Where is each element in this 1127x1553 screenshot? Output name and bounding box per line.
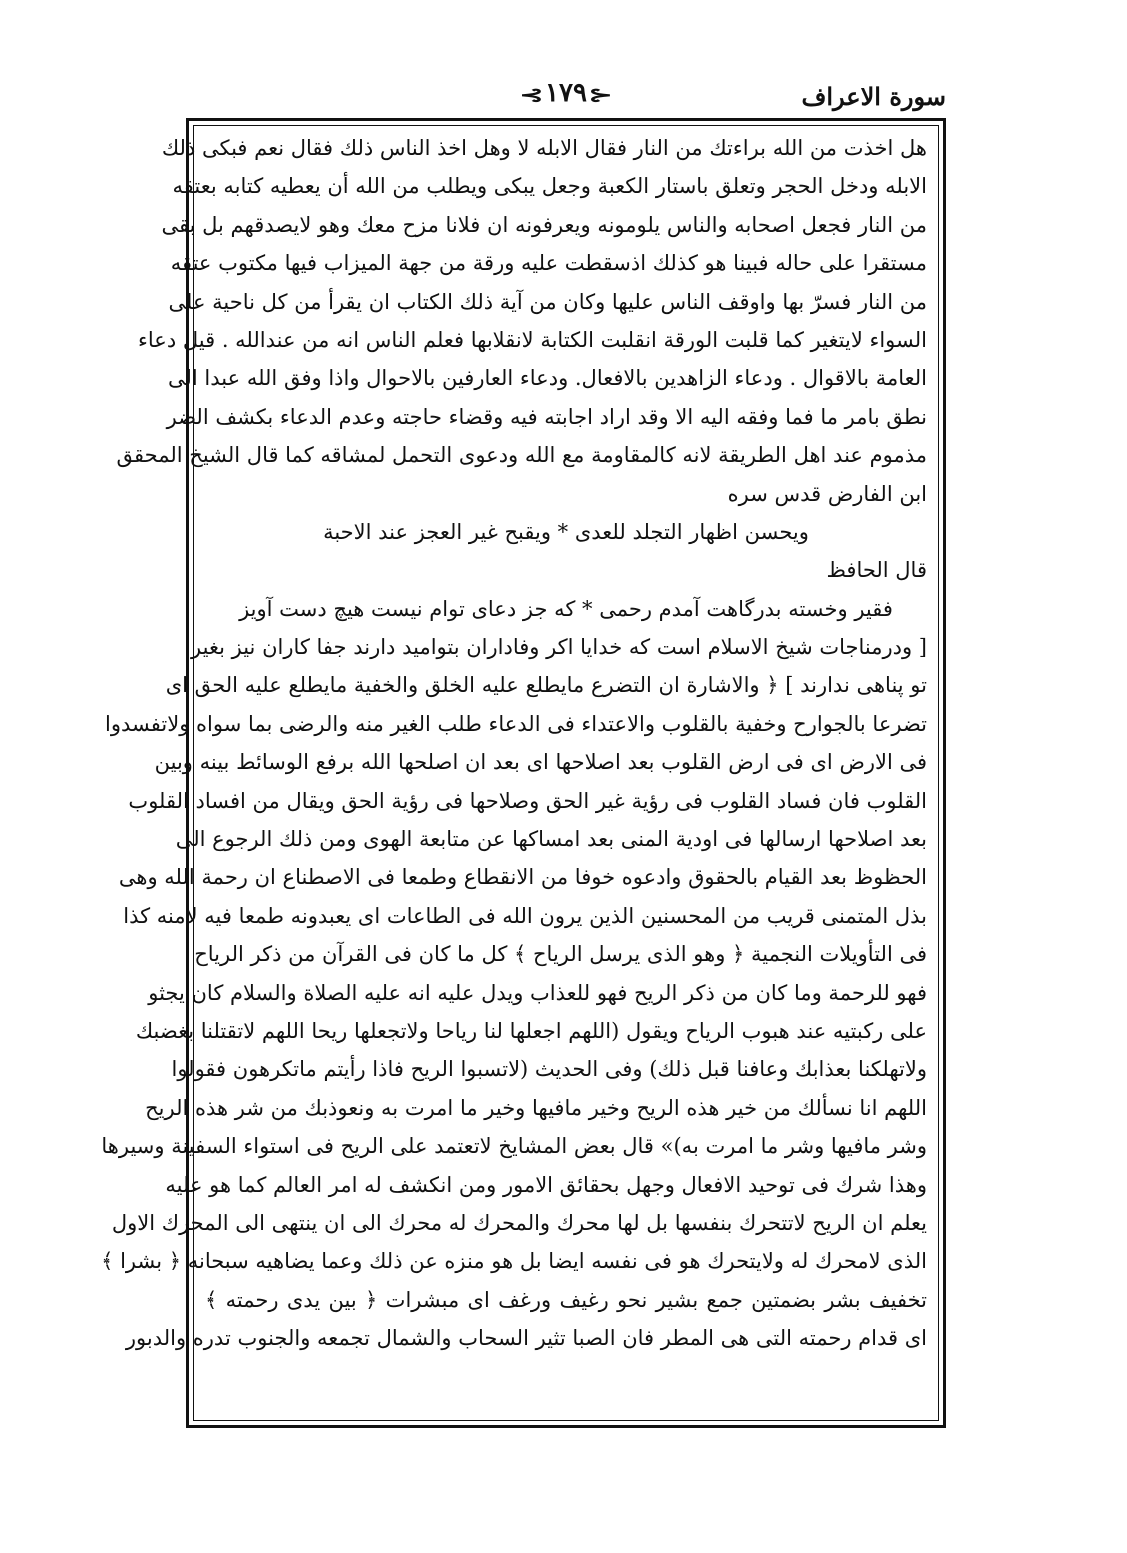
page-header [186, 76, 946, 116]
ornament-right-icon: ⊰ [588, 85, 613, 106]
text-line [205, 1358, 927, 1396]
text-line: يعلم ان الريح لاتتحرك بنفسها بل لها محرك والمحرك له محرك الى ان ينتهى الى المحرك الاول [111, 1210, 927, 1235]
text-line: تخفيف بشر بضمتين جمع بشير نحو رغيف ورغف اى مبشرات ﴿ بين يدى رحمته ﴾ [205, 1287, 927, 1312]
text-line: فى الارض اى فى ارض القلوب بعد اصلاحها اى بعد ان اصلحها الله برفع الوسائط بينه وبين [154, 750, 927, 775]
text-line: مذموم عند اهل الطريقة لانه كالمقاومة مع الله ودعوى التحمل لمشاقه كما قال الشيخ المحقق [116, 443, 927, 468]
text-line: هل اخذت من الله براءتك من النار فقال الابله لا وهل اخذ الناس ذلك فقال نعم فبكى ذلك [161, 136, 927, 160]
text-line: القلوب فان فساد القلوب فى رؤية غير الحق وصلاحها فى رؤية الحق ويقال من افساد القلوب [128, 788, 927, 813]
text-line: نطق بامر ما فما وفقه اليه الا وقد اراد اجابته فيه وقضاء حاجته وعدم الدعاء بكشف الضر [166, 404, 927, 429]
body-text [101, 129, 927, 1396]
text-line: ابن الفارض قدس سره [727, 481, 927, 506]
surah-title: سورة الاعراف [801, 82, 946, 111]
text-line: من النار فجعل اصحابه والناس يلومونه ويعرفونه ان فلانا مزح معك وهو لايصدقهم بل بقى [161, 212, 927, 237]
poetry-verse: ويحسن اظهار التجلد للعدى * ويقبح غير العجز عند الاحبة [323, 519, 809, 544]
poetry-verse: فقير وخسته بدرگاهت آمدم رحمى * كه جز دعاى توام نيست هيچ دست آويز [239, 596, 893, 621]
text-line: السواء لايتغير كما قلبت الورقة انقلبت الكتابة لانقلابها فعلم الناس انه من عندالله . قيل دعاء [138, 327, 927, 352]
text-line: الذى لامحرك له ولايتحرك هو فى نفسه ايضا بل هو منزه عن ذلك وعما يضاهيه سبحانه ﴿ بشرا ﴾ [101, 1249, 927, 1274]
text-line: على ركبتيه عند هبوب الرياح ويقول (اللهم اجعلها لنا رياحا ولاتجعلها ريحا اللهم لاتقتلنا بغضبك [135, 1018, 927, 1043]
text-line: وهذا شرك فى توحيد الافعال وجهل بحقائق الامور ومن انكشف له امر العالم كما هو عليه [165, 1172, 927, 1197]
page-number-block [486, 78, 646, 108]
text-line: بذل المتمنى قريب من المحسنين الذين يرون الله فى الطاعات اى يعبدونه طمعا فيه لامنه كذا [123, 903, 927, 928]
text-line: بعد اصلاحها ارسالها فى اودية المنى بعد امساكها عن متابعة الهوى ومن ذلك الرجوع الى [175, 827, 927, 852]
text-line: فهو للرحمة وما كان من ذكر الريح فهو للعذاب ويدل عليه انه عليه الصلاة والسلام كان يجثو [148, 980, 927, 1005]
ornament-left-icon: ⊱ [519, 85, 544, 106]
text-frame [101, 118, 946, 1428]
text-line: قال الحافظ [826, 558, 927, 583]
text-line: وشر مافيها وشر ما امرت به)» قال بعض المشايخ لاتعتمد على الريح فى استواء السفينة وسيرها [101, 1134, 927, 1159]
text-line: مستقرا على حاله فبينا هو كذلك اذسقطت عليه ورقة من جهة الميزاب فيها مكتوب عتقه [170, 251, 927, 276]
text-line: [ ودرمناجات شيخ الاسلام است كه خدايا اكر وفاداران بتواميد دارند جفا كاران نيز بغير [191, 635, 927, 660]
text-line: العامة بالاقوال . ودعاء الزاهدين بالافعال. ودعاء العارفين بالاحوال واذا وفق الله عبدا الى [168, 366, 927, 391]
text-line: تو پناهى ندارند ] ﴿ والاشارة ان التضرع مايطلع عليه الخلق والخفية مايطلع عليه الحق اى [165, 673, 927, 698]
text-line: اى قدام رحمته التى هى المطر فان الصبا تثير السحاب والشمال تجمعه والجنوب تدره والدبور [125, 1326, 927, 1351]
text-line: من النار فسرّ بها واوقف الناس عليها وكان من آية ذلك الكتاب ان يقرأ من كل ناحية على [168, 289, 927, 314]
text-line: اللهم انا نسألك من خير هذه الريح وخير مافيها وخير ما امرت به ونعوذبك من شر هذه الريح [145, 1095, 927, 1120]
text-line: تضرعا بالجوارح وخفية بالقلوب والاعتداء فى الدعاء طلب الغير منه والرضى بما سواه ولاتفسدوا [105, 711, 927, 736]
text-line: الابله ودخل الحجر وتعلق باستار الكعبة وجعل يبكى ويطلب من الله أن يعطيه كتابه بعتقه [172, 174, 927, 199]
text-line: الحظوظ بعد القيام بالحقوق وادعوه خوفا من الانقطاع وطمعا فى الاصطناع ان رحمة الله وهى [118, 865, 927, 890]
text-line: ولاتهلكنا بعذابك وعافنا قبل ذلك) وفى الحديث (لاتسبوا الريح فاذا رأيتم ماتكرهون فقولوا [171, 1057, 927, 1082]
page-number: ١٧٩ [545, 78, 587, 108]
text-line: فى التأويلات النجمية ﴿ وهو الذى يرسل الرياح ﴾ كل ما كان فى القرآن من ذكر الرياح [194, 942, 927, 967]
